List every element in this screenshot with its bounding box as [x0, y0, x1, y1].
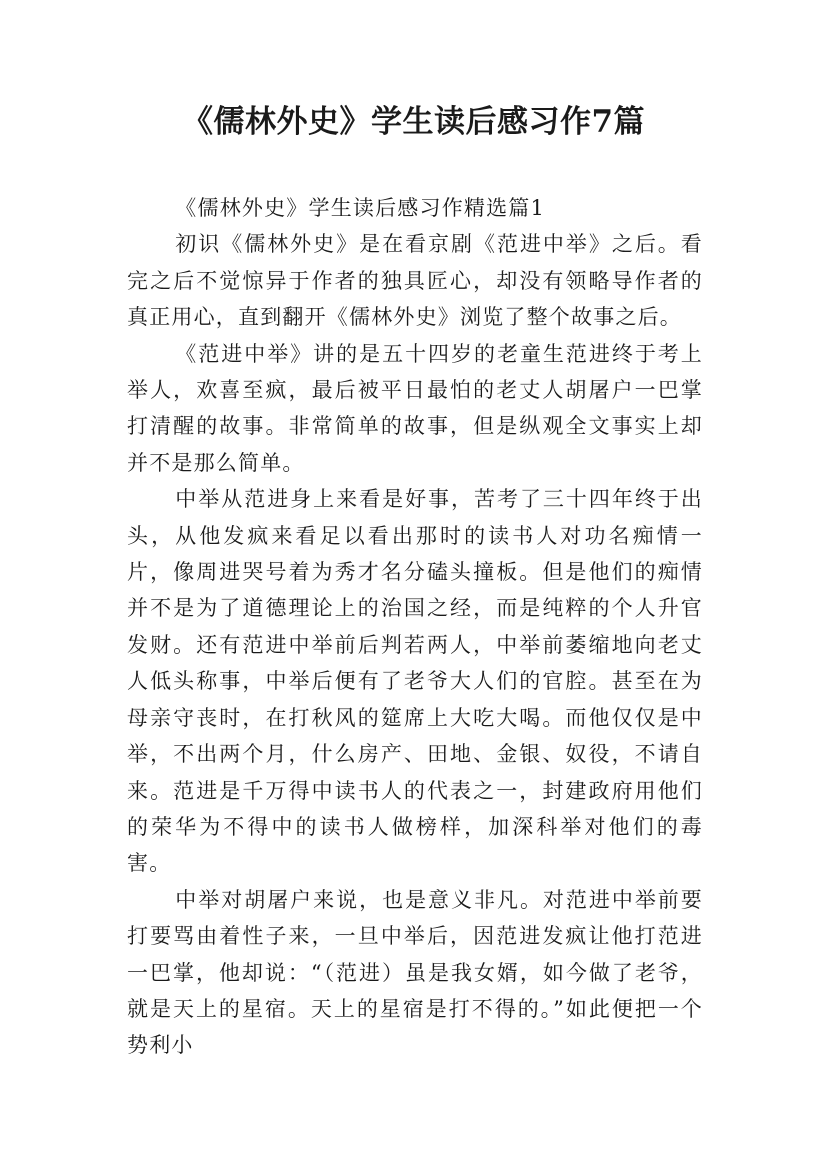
paragraph: 初识《儒林外史》是在看京剧《范进中举》之后。看完之后不觉惊异于作者的独具匠心，却没有领略导作者的真正用心，直到翻开《儒林外史》浏览了整个故事之后。 [127, 232, 703, 330]
document-body [127, 190, 703, 1064]
paragraph: 《范进中举》讲的是五十四岁的老童生范进终于考上举人，欢喜至疯，最后被平日最怕的老丈人胡屠户一巴掌打清醒的故事。非常简单的故事，但是纵观全文事实上却并不是那么简单。 [127, 341, 703, 475]
section-heading: 《儒林外史》学生读后感习作精选篇1 [175, 196, 546, 220]
paragraph: 中举对胡屠户来说，也是意义非凡。对范进中举前要打要骂由着性子来，一旦中举后，因范进发疯让他打范进一巴掌，他却说：“（范进）虽是我女婿，如今做了老爷，就是天上的星宿。天上的星宿是打不得的。”如此便把一个势利小 [127, 887, 703, 1058]
paragraph: 中举从范进身上来看是好事，苦考了三十四年终于出头，从他发疯来看足以看出那时的读书人对功名痴情一片，像周进哭号着为秀才名分磕头撞板。但是他们的痴情并不是为了道德理论上的治国之经，而是纯粹的个人升官发财。还有范进中举前后判若两人，中举前萎缩地向老丈人低头称事，中举后便有了老爷大人们的官腔。甚至在为母亲守丧时，在打秋风的筵席上大吃大喝。而他仅仅是中举，不出两个月，什么房产、田地、金银、奴役，不请自来。范进是千万得中读书人的代表之一，封建政府用他们的荣华为不得中的读书人做榜样，加深科举对他们的毒害。 [127, 487, 703, 876]
document-title: 《儒林外史》学生读后感习作7篇 [181, 104, 646, 140]
